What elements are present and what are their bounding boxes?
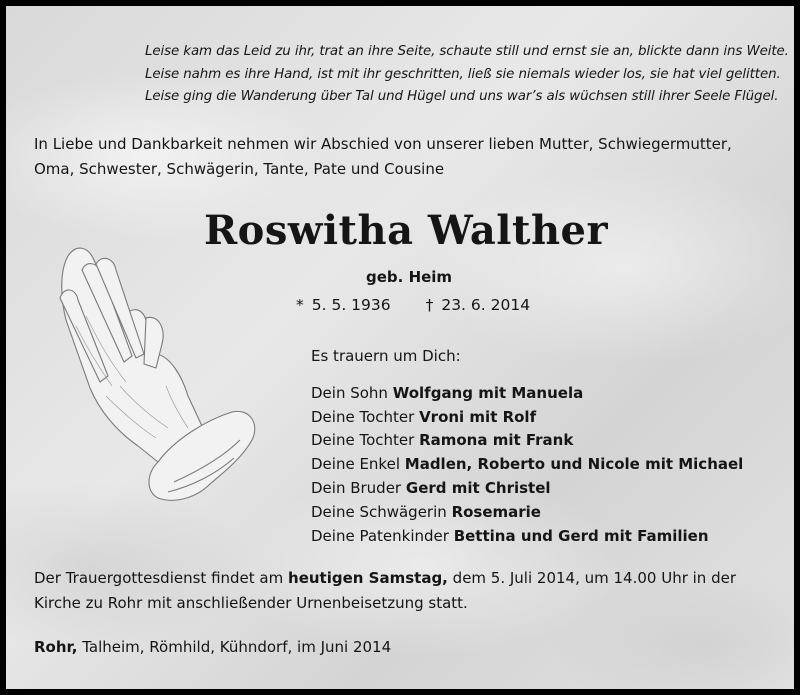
mourner-names: Rosemarie bbox=[451, 502, 541, 521]
service-info bbox=[34, 566, 784, 616]
mourner-entry bbox=[311, 382, 743, 406]
poem-line: Leise ging die Wanderung über Tal und Hügel und uns war’s als wüchsen still ihrer Seele Flügel. bbox=[145, 89, 779, 104]
place-rest: Talheim, Römhild, Kühndorf, im Juni 2014 bbox=[82, 638, 392, 656]
mourner-names: Vroni mit Rolf bbox=[419, 407, 537, 426]
life-dates bbox=[296, 296, 530, 314]
intro-text: In Liebe und Dankbarkeit nehmen wir Abschied von unserer lieben Mutter, Schwiegermutter, Oma, Schwester, Schwägerin, Tante, Pate und Cousine bbox=[34, 135, 732, 178]
mourner-names: Madlen, Roberto und Nicole mit Michael bbox=[404, 455, 744, 474]
birth-symbol: * bbox=[296, 296, 304, 314]
place-main: Rohr, bbox=[34, 638, 78, 656]
birth-date: 5. 5. 1936 bbox=[311, 296, 391, 314]
mourner-entry bbox=[311, 406, 743, 430]
service-text-after: dem 5. Juli 2014, um 14.00 Uhr in der Kirche zu Rohr mit anschließender Urnenbeisetzung statt. bbox=[34, 569, 737, 612]
service-text-before: Der Trauergottesdienst findet am bbox=[34, 569, 284, 587]
death-date: 23. 6. 2014 bbox=[441, 296, 531, 314]
poem-line: Leise nahm es ihre Hand, ist mit ihr geschritten, ließ sie niemals wieder los, sie hat viel gelitten. bbox=[145, 66, 781, 82]
mourner-relation: Dein Sohn bbox=[311, 383, 388, 402]
poem bbox=[145, 41, 789, 109]
mourner-names: Ramona mit Frank bbox=[419, 431, 574, 450]
mourners-heading: Es trauern um Dich: bbox=[311, 347, 461, 365]
place-date bbox=[34, 638, 391, 656]
service-day: heutigen Samstag, bbox=[288, 569, 448, 587]
mourner-relation: Dein Bruder bbox=[311, 478, 402, 497]
mourner-relation: Deine Enkel bbox=[311, 455, 400, 474]
mourner-relation: Deine Tochter bbox=[311, 431, 415, 450]
mourner-names: Bettina und Gerd mit Familien bbox=[453, 526, 709, 545]
mourner-entry bbox=[311, 453, 743, 477]
mourner-entry bbox=[311, 477, 743, 501]
death-symbol: † bbox=[425, 296, 434, 314]
mourner-relation: Deine Schwägerin bbox=[311, 502, 447, 521]
mourner-relation: Deine Patenkinder bbox=[311, 526, 449, 545]
deceased-name: Roswitha Walther bbox=[203, 207, 609, 254]
mourner-entry bbox=[311, 429, 743, 453]
maiden-name: geb. Heim bbox=[366, 268, 453, 286]
poem-line: Leise kam das Leid zu ihr, trat an ihre Seite, schaute still und ernst sie an, blickte dann ins Weite. bbox=[145, 44, 789, 59]
mourner-names: Gerd mit Christel bbox=[405, 478, 551, 497]
mourner-relation: Deine Tochter bbox=[311, 407, 415, 426]
mourner-names: Wolfgang mit Manuela bbox=[392, 383, 584, 402]
mourner-entry bbox=[311, 501, 743, 525]
mourner-entry bbox=[311, 525, 743, 549]
mourners-list bbox=[311, 345, 743, 548]
praying-hands-icon bbox=[46, 236, 276, 526]
